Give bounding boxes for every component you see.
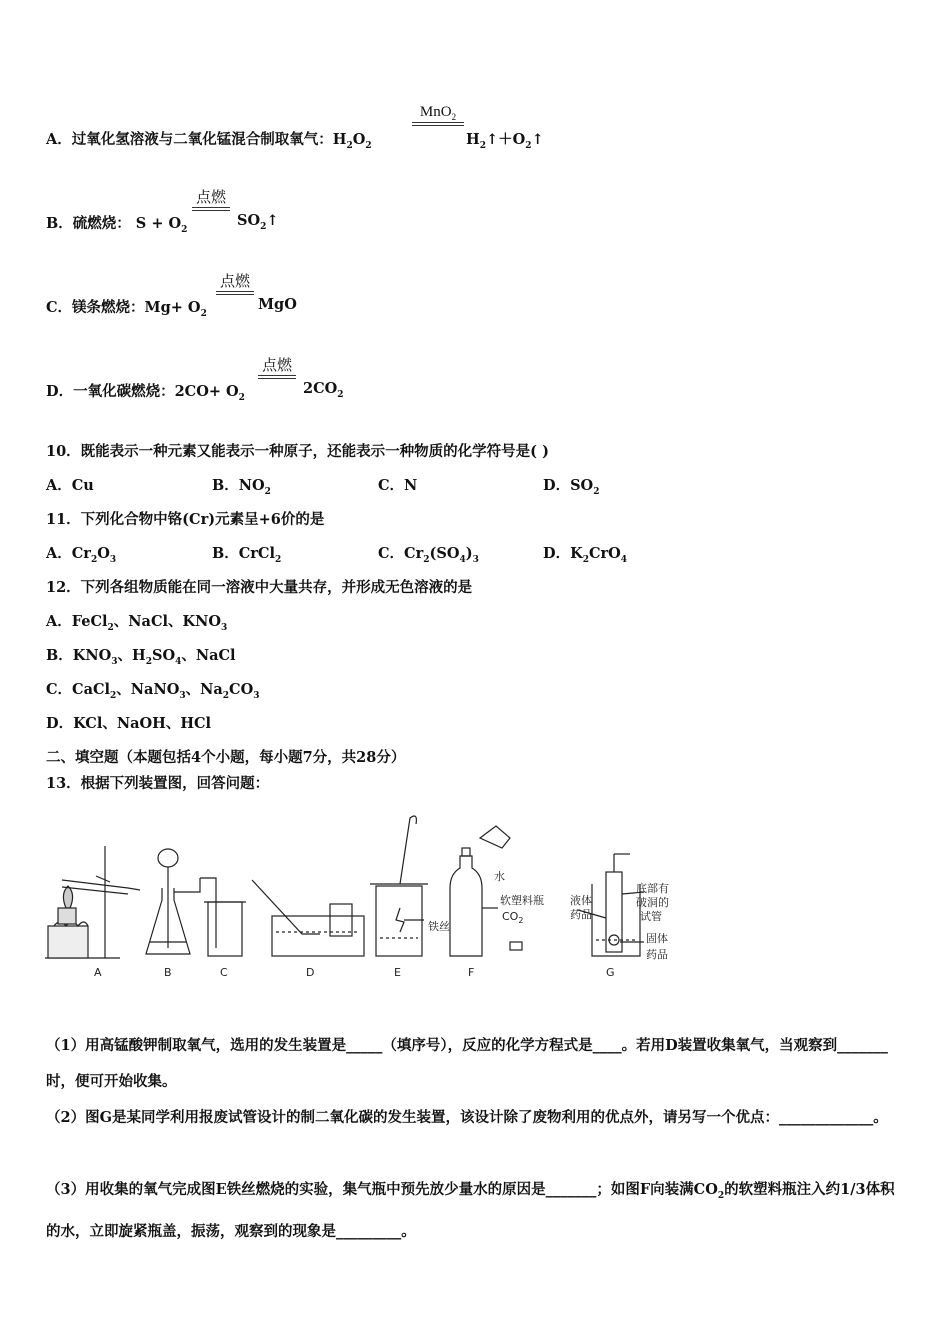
q11-stem: 11．下列化合物中铬(Cr)元素呈+6价的是 <box>46 511 325 528</box>
q11-option-c: C．$Cr_2(SO_4)_3$ <box>378 545 479 565</box>
apparatus-f <box>450 826 522 956</box>
label-d: D <box>306 966 315 979</box>
apparatus-d <box>252 880 364 956</box>
q13-stem: 13．根据下列装置图，回答问题： <box>46 775 270 792</box>
label-e: E <box>394 966 401 979</box>
apparatus-e <box>370 816 428 956</box>
apparatus-svg <box>40 808 690 998</box>
option-b: B．硫燃烧： $S + O_2$ <box>46 215 188 235</box>
option-a-condition: MnO$_2$ <box>412 104 464 126</box>
option-d-product: $2CO_2$ <box>303 380 344 400</box>
label-tube-1: 底部有 <box>636 882 669 895</box>
q10-option-c: C．N <box>378 477 418 494</box>
apparatus-a <box>45 846 140 958</box>
option-a: A．过氧化氢溶液与二氧化锰混合制取氧气：$H_2O_2$ <box>46 131 372 151</box>
label-solid-2: 药品 <box>646 948 668 961</box>
option-c-condition: 点燃 <box>216 270 254 295</box>
section-heading: 二、填空题（本题包括4个小题，每小题7分，共28分） <box>46 749 406 766</box>
label-co2: $CO_2$ <box>502 910 524 925</box>
label-f: F <box>468 966 475 979</box>
option-b-product: $SO_2↑$ <box>237 212 279 232</box>
label-c: C <box>220 966 228 979</box>
label-iron-wire: 铁丝 <box>428 920 450 933</box>
q12-option-c: C．CaCl$_2$、NaNO$_3$、$Na_2CO_3$ <box>46 681 260 701</box>
q12-option-d: D．KCl、NaOH、HCl <box>46 715 212 732</box>
label-tube-2: 破洞的 <box>636 896 669 909</box>
option-d-condition: 点燃 <box>258 354 296 379</box>
option-b-condition: 点燃 <box>192 186 230 211</box>
q11-option-d: D．$K_2CrO_4$ <box>543 545 628 565</box>
q12-option-b: B．$KNO_3$、$H_2SO_4$、NaCl <box>46 647 236 667</box>
q12-option-a: A．FeCl$_2$、NaCl、$KNO_3$ <box>46 613 228 633</box>
option-d: D．一氧化碳燃烧：$2CO+ O_2$ <box>46 383 245 403</box>
q13-part-3: （3）用收集的氧气完成图E铁丝燃烧的实验，集气瓶中预先放少量水的原因是_______；如图F向装满$CO_2$的软塑料瓶注入约1/3体积的水，立即旋紧瓶盖，振荡，观察到的现象是_________。 <box>46 1181 895 1240</box>
q11-option-a: A．$Cr_2O_3$ <box>46 545 117 565</box>
q10-stem: 10．既能表示一种元素又能表示一种原子，还能表示一种物质的化学符号是( ) <box>46 443 549 460</box>
q11-option-b: B．CrCl$_2$ <box>212 545 282 565</box>
label-bottle: 软塑料瓶 <box>500 894 544 907</box>
label-water: 水 <box>494 870 505 883</box>
q13-part-2: （2）图G是某同学利用报废试管设计的制二氧化碳的发生装置，该设计除了废物利用的优点外，请另写一个优点：_____________。 <box>46 1109 888 1126</box>
label-liquid-2: 药品 <box>570 908 592 921</box>
apparatus-figure <box>40 808 690 998</box>
option-a-product: $H_2↑+O_2↑$ <box>466 131 544 151</box>
option-c-product: MgO <box>258 296 297 313</box>
q10-option-d: D．$SO_2$ <box>543 477 600 497</box>
label-b: B <box>164 966 172 979</box>
label-a: A <box>94 966 102 979</box>
label-liquid-1: 液体 <box>570 894 592 907</box>
label-tube-3: 试管 <box>640 910 662 923</box>
option-c: C．镁条燃烧：$Mg+ O_2$ <box>46 299 207 319</box>
apparatus-c <box>200 878 246 956</box>
q10-option-a: A．Cu <box>46 477 94 494</box>
q13-part-1: （1）用高锰酸钾制取氧气，选用的发生装置是_____（填序号），反应的化学方程式是____。若用D装置收集氧气，当观察到_______时，便可开始收集。 <box>46 1037 888 1090</box>
apparatus-b <box>146 849 200 954</box>
option-a-label: A．过氧化氢溶液与二氧化锰混合制取氧气：H <box>46 131 347 148</box>
label-solid-1: 固体 <box>646 932 668 945</box>
q12-stem: 12．下列各组物质能在同一溶液中大量共存，并形成无色溶液的是 <box>46 579 473 596</box>
label-g: G <box>606 966 615 979</box>
q10-option-b: B．$NO_2$ <box>212 477 271 497</box>
